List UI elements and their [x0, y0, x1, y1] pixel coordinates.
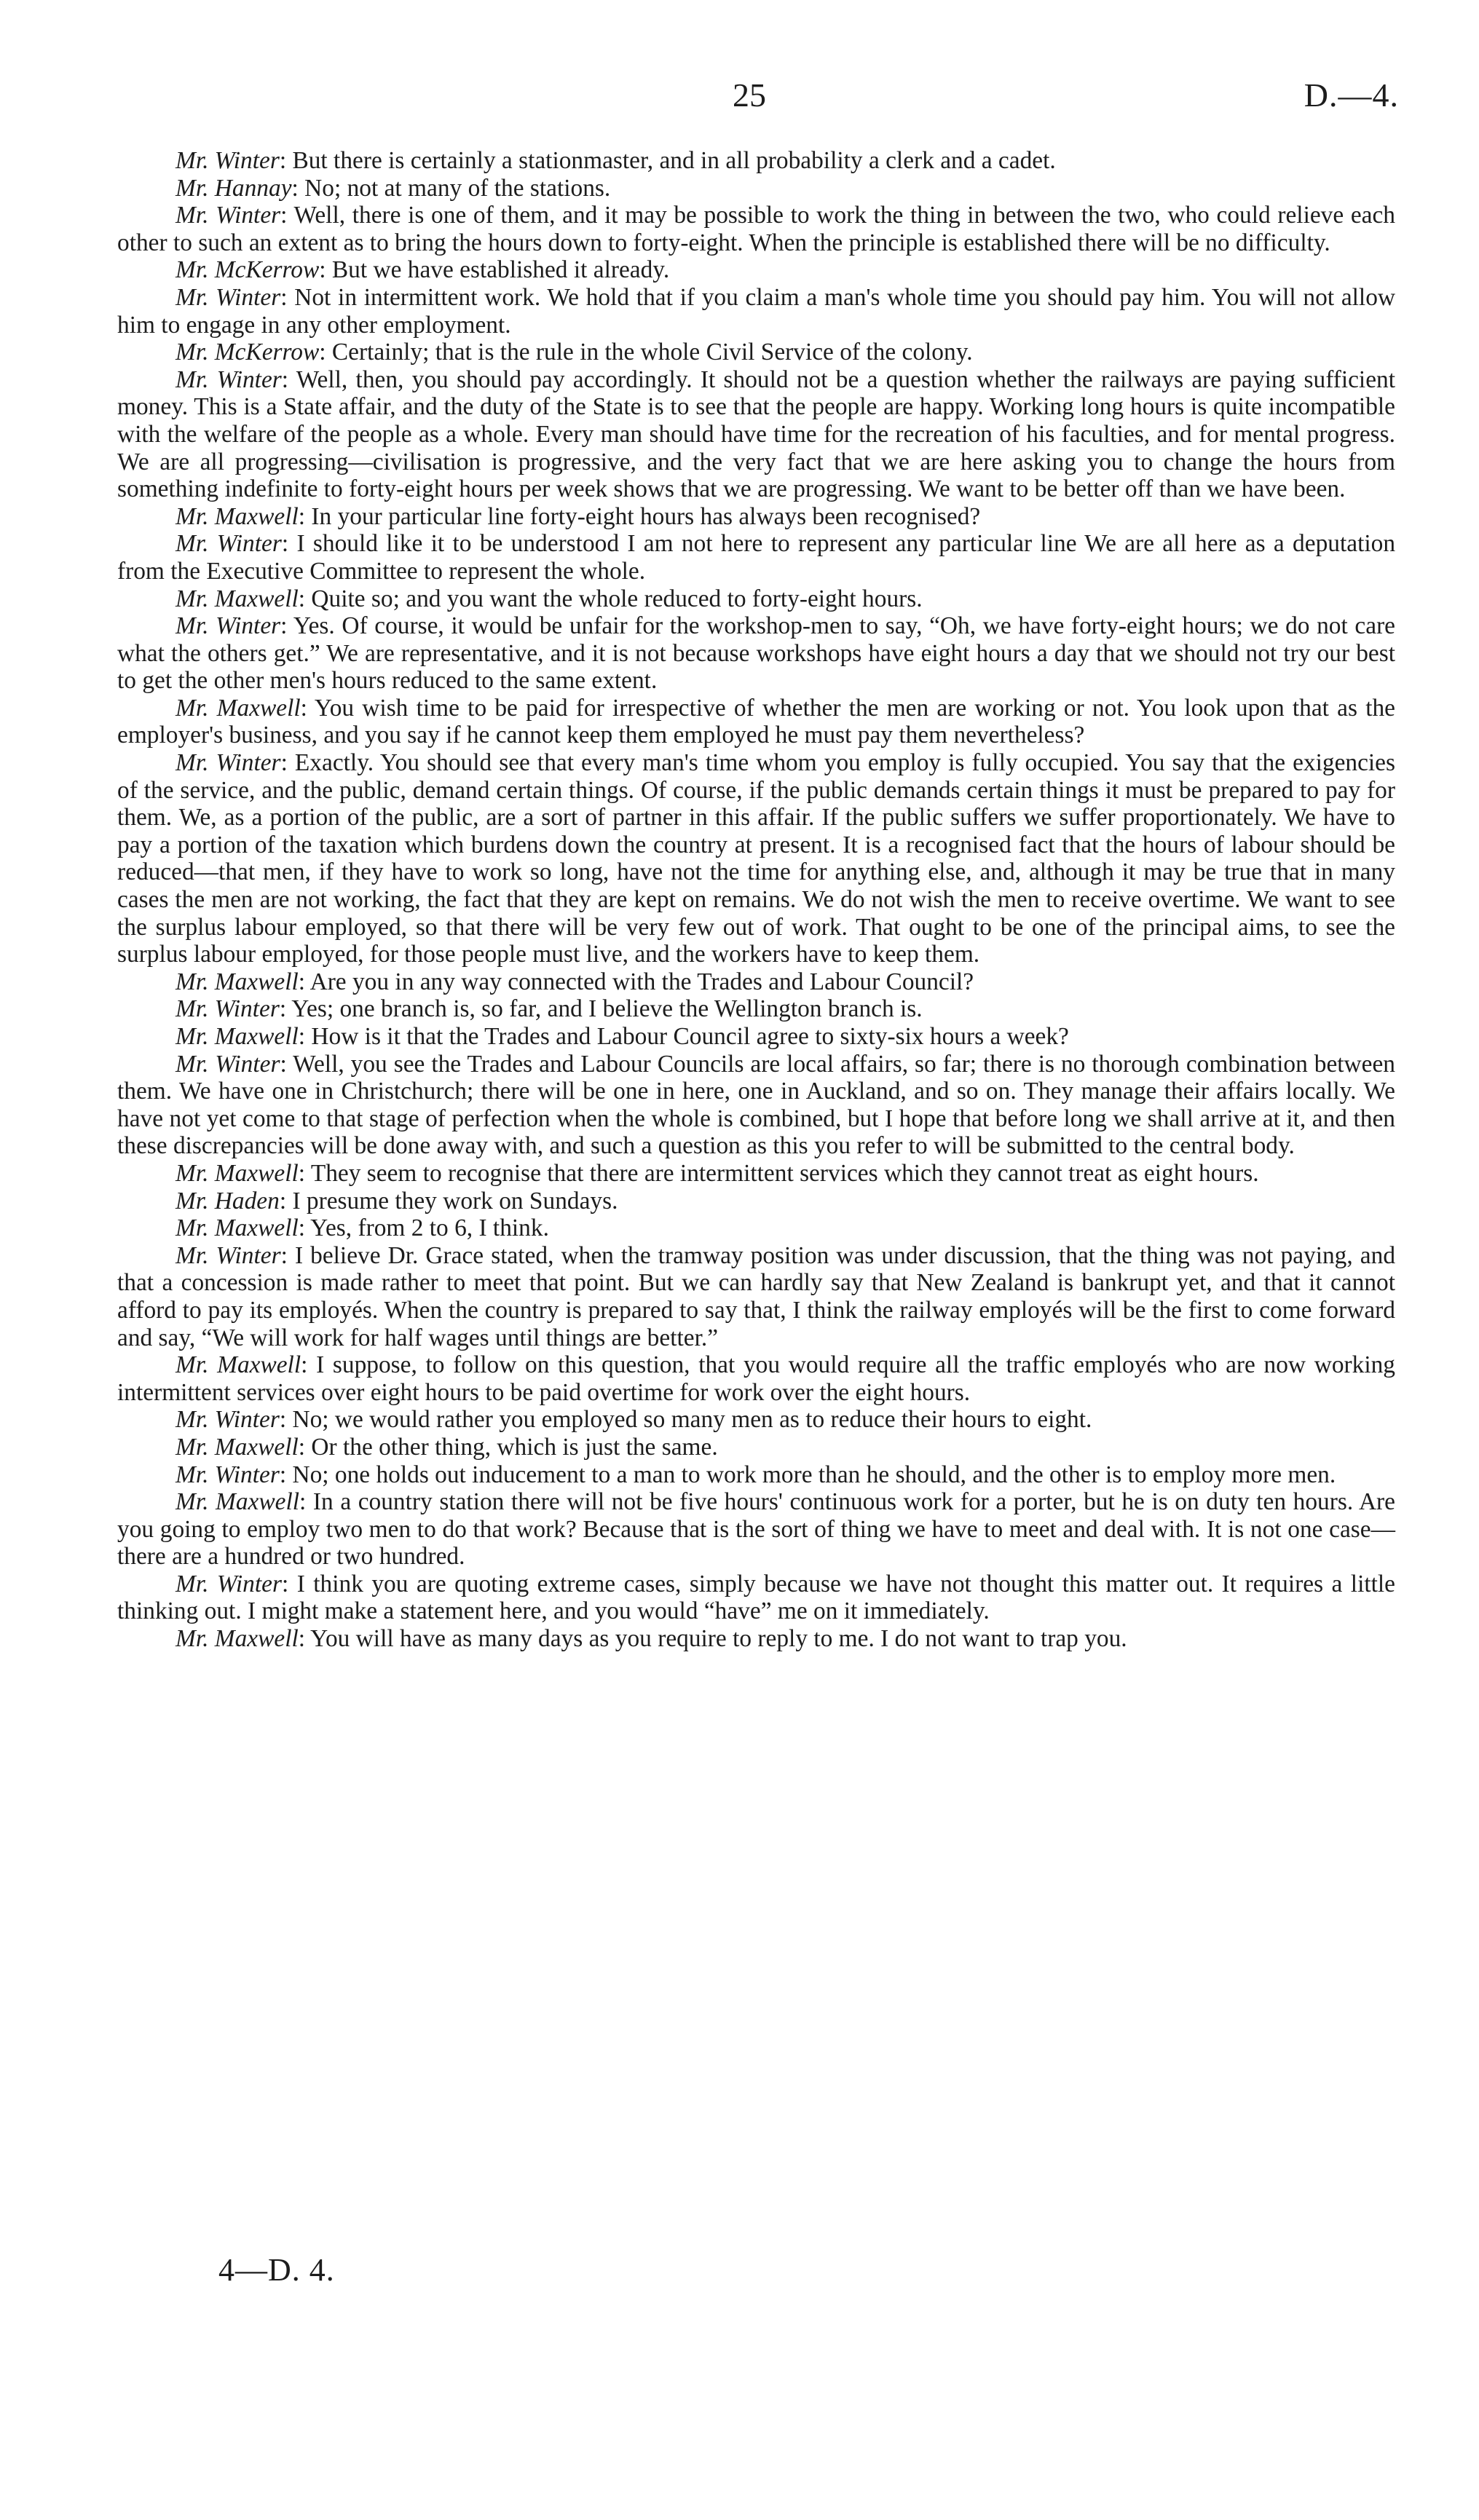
speaker-name: Mr. Maxwell	[175, 1023, 299, 1050]
speaker-separator: :	[299, 1488, 313, 1516]
speech-text: But we have established it already.	[331, 256, 670, 284]
transcript-paragraph	[117, 1051, 1395, 1160]
speaker-separator: :	[298, 1625, 311, 1653]
transcript-paragraph	[117, 202, 1395, 256]
speaker-name: Mr. Maxwell	[175, 585, 299, 612]
transcript-paragraph	[117, 1242, 1395, 1351]
speaker-name: Mr. Maxwell	[175, 1488, 300, 1516]
speech-text: Well, you see the Trades and Labour Councils are local affairs, so far; there is no thorough combination between them. We have one in Christchurch; there will be one in here, one in Auckland, and so on. They manage their affairs locally. We have not yet come to that stage of perfection when the whole is combined, but I hope that before long we shall arrive at it, and then these discrepancies will be done away with, and such a question as this you refer to will be submitted to the central body.	[117, 1050, 1395, 1160]
speech-text: No; one holds out inducement to a man to work more than he should, and the other is to employ more men.	[292, 1461, 1336, 1488]
speaker-separator: :	[279, 147, 293, 174]
speech-text: I should like it to be understood I am not here to represent any particular line We are all here as a deputation from the Executive Committee to represent the whole.	[117, 530, 1396, 585]
speaker-separator: :	[279, 1187, 293, 1214]
speaker-name: Mr. Winter	[175, 995, 280, 1023]
transcript-paragraph	[117, 1461, 1395, 1489]
sheet-signature: 4—D. 4.	[218, 2252, 335, 2288]
transcript-paragraph	[117, 1488, 1395, 1571]
transcript-paragraph	[117, 1571, 1395, 1625]
speaker-name: Mr. Maxwell	[175, 1214, 299, 1242]
speaker-separator: :	[301, 1351, 317, 1379]
speaker-separator: :	[298, 502, 312, 530]
speaker-separator: :	[280, 283, 295, 311]
transcript-paragraph	[117, 530, 1395, 585]
speech-text: In your particular line forty-eight hours has always been recognised?	[311, 502, 981, 530]
speaker-separator: :	[280, 612, 293, 640]
transcript-paragraph	[117, 1023, 1395, 1051]
speaker-name: Mr. Winter	[175, 1461, 280, 1488]
speaker-separator: :	[298, 1023, 312, 1050]
speaker-separator: :	[298, 1433, 312, 1461]
transcript-paragraph	[117, 256, 1395, 284]
speaker-name: Mr. Winter	[175, 749, 281, 777]
transcript-paragraph	[117, 968, 1395, 996]
speech-text: Are you in any way connected with the Trades and Labour Council?	[309, 968, 974, 995]
transcript-paragraph	[117, 585, 1395, 613]
speaker-name: Mr. Maxwell	[175, 694, 301, 722]
transcript-paragraph	[117, 1214, 1395, 1242]
speaker-separator: :	[280, 1241, 295, 1269]
speech-text: You wish time to be paid for irrespective of whether the men are working or not. You look upon that as the employer's business, and you say if he cannot keep them employed he must pay them nevertheless?	[117, 694, 1396, 749]
speaker-name: Mr. Winter	[175, 202, 281, 229]
speech-text: Or the other thing, which is just the same.	[311, 1433, 718, 1461]
speaker-name: Mr. McKerrow	[175, 339, 320, 366]
speech-text: Quite so; and you want the whole reduced to forty-eight hours.	[311, 585, 923, 612]
speaker-name: Mr. Haden	[175, 1187, 280, 1214]
speaker-name: Mr. Winter	[175, 1050, 280, 1078]
transcript-paragraph	[117, 1351, 1395, 1406]
speech-text: Certainly; that is the rule in the whole Civil Service of the colony.	[331, 339, 973, 366]
speaker-separator: :	[298, 1214, 311, 1242]
speaker-name: Mr. Maxwell	[175, 1159, 299, 1187]
speaker-name: Mr. Maxwell	[175, 1625, 299, 1653]
transcript-paragraph	[117, 175, 1395, 202]
speech-text: Yes, from 2 to 6, I think.	[310, 1214, 549, 1242]
speech-text: I suppose, to follow on this question, that you would require all the traffic employés who are now working intermittent services over eight hours to be paid overtime for work over the eight hours.	[117, 1351, 1396, 1406]
transcript-paragraph	[117, 1625, 1395, 1653]
speaker-name: Mr. Maxwell	[175, 968, 299, 995]
speaker-separator: :	[291, 174, 305, 202]
speaker-separator: :	[281, 530, 297, 558]
transcript-paragraph	[117, 284, 1395, 339]
speech-text: How is it that the Trades and Labour Council agree to sixty-six hours a week?	[311, 1023, 1069, 1050]
page-header	[0, 76, 1479, 119]
speech-text: No; we would rather you employed so many men as to reduce their hours to eight.	[292, 1406, 1092, 1434]
transcript-paragraph	[117, 695, 1395, 749]
speaker-separator: :	[279, 1406, 293, 1434]
speech-text: In a country station there will not be five hours' continuous work for a porter, but he is on duty ten hours. Are you going to employ two men to do that work? Because that is the sort of thing we have to meet and deal with. It is not one case—there are a hundred or two hundred.	[117, 1488, 1395, 1571]
speaker-separator: :	[281, 366, 296, 393]
speech-text: Well, there is one of them, and it may be possible to work the thing in between the two, who could relieve each other to such an extent as to bring the hours down to forty-eight. When the principle is established there will be no difficulty.	[117, 202, 1396, 256]
speaker-name: Mr. Winter	[175, 1241, 281, 1269]
transcript-paragraph	[117, 749, 1395, 968]
speech-text: But there is certainly a stationmaster, and in all probability a clerk and a cadet.	[292, 147, 1056, 174]
speaker-separator: :	[319, 339, 332, 366]
speaker-separator: :	[298, 585, 312, 612]
speaker-separator: :	[280, 1050, 293, 1078]
transcript-paragraph	[117, 366, 1395, 503]
speech-text: Yes; one branch is, so far, and I believe the Wellington branch is.	[291, 995, 923, 1023]
speech-text: I believe Dr. Grace stated, when the tramway position was under discussion, that the thing was not paying, and that a concession is made rather to meet that point. But we can hardly say that New Zealand is bankrupt yet, and that it cannot afford to pay its employés. When the country is prepared to say that, I think the railway employés will be the first to come forward and say, “We will work for half wages until things are better.”	[117, 1241, 1396, 1351]
speaker-separator: :	[279, 1461, 293, 1488]
speaker-separator: :	[298, 968, 310, 995]
speaker-name: Mr. Winter	[175, 1406, 280, 1434]
speaker-name: Mr. Winter	[175, 1570, 282, 1597]
transcript-paragraph	[117, 1160, 1395, 1188]
speech-text: No; not at many of the stations.	[304, 174, 611, 202]
speech-text: They seem to recognise that there are intermittent services which they cannot treat as eight hours.	[310, 1159, 1259, 1187]
speech-text: I think you are quoting extreme cases, simply because we have not thought this matter out. It requires a little thinking out. I might make a statement here, and you would “have” me on it immediately.	[117, 1570, 1395, 1625]
speaker-separator: :	[281, 1570, 297, 1597]
speaker-name: Mr. McKerrow	[175, 256, 320, 284]
speaker-separator: :	[298, 1159, 311, 1187]
speaker-name: Mr. Winter	[175, 366, 282, 393]
speech-text: You will have as many days as you require to reply to me. I do not want to trap you.	[310, 1625, 1127, 1653]
speaker-separator: :	[300, 694, 315, 722]
transcript-paragraph	[117, 1434, 1395, 1461]
speaker-name: Mr. Hannay	[175, 174, 292, 202]
speech-text: I presume they work on Sundays.	[292, 1187, 618, 1214]
transcript-paragraph	[117, 1406, 1395, 1434]
speaker-name: Mr. Maxwell	[175, 1351, 301, 1379]
speech-text: Yes. Of course, it would be unfair for the workshop-men to say, “Oh, we have forty-eight hours; we do not care what the others get.” We are representative, and it is not because workshops have eight hours a day that we should not try our best to get the other men's hours reduced to the same extent.	[117, 612, 1396, 695]
speaker-name: Mr. Maxwell	[175, 502, 299, 530]
transcript-paragraph	[117, 147, 1395, 175]
speaker-name: Mr. Maxwell	[175, 1433, 299, 1461]
speaker-name: Mr. Winter	[175, 530, 282, 558]
speaker-name: Mr. Winter	[175, 147, 280, 174]
speaker-separator: :	[280, 749, 295, 777]
speaker-separator: :	[319, 256, 332, 284]
transcript-paragraph	[117, 503, 1395, 531]
transcript-paragraph	[117, 612, 1395, 695]
transcript-paragraph	[117, 995, 1395, 1023]
speaker-separator: :	[279, 995, 292, 1023]
speech-text: Exactly. You should see that every man's time whom you employ is fully occupied. You say that the exigencies of the service, and the public, demand certain things. Of course, if the public demands certain things it must be prepared to pay for them. We, as a portion of the public, are a sort of partner in this affair. If the public suffers we suffer proportionately. We have to pay a portion of the taxation which burdens down the country at present. It is a recognised fact that the hours of labour should be reduced—that men, if they have to work so long, have not the time for anything else, and, although it may be true that in many cases the men are not working, the fact that they are kept on remains. We do not wish the men to receive overtime. We want to see the surplus labour employed, so that there will be very few out of work. That ought to be one of the principal aims, to see the surplus labour employed, for those people must live, and the workers have to keep them.	[117, 749, 1395, 968]
speaker-name: Mr. Winter	[175, 283, 281, 311]
speech-text: Not in intermittent work. We hold that if you claim a man's whole time you should pay him. You will not allow him to engage in any other employment.	[117, 283, 1396, 339]
document-reference: D.—4.	[1304, 76, 1399, 114]
transcript-paragraph	[117, 339, 1395, 366]
speech-text: Well, then, you should pay accordingly. It should not be a question whether the railways are paying sufficient money. This is a State affair, and the duty of the State is to see that the people are happy. Working long hours is quite incompatible with the welfare of the people as a whole. Every man should have time for the recreation of his faculties, and for mental progress. We are all progressing—civilisation is progressive, and the very fact that we are here asking you to change the hours from something indefinite to forty-eight hours per week shows that we are progressing. We want to be better off than we have been.	[117, 366, 1395, 503]
speaker-separator: :	[280, 202, 294, 229]
transcript-body	[117, 147, 1395, 1653]
speaker-name: Mr. Winter	[175, 612, 281, 640]
transcript-paragraph	[117, 1188, 1395, 1215]
page-number: 25	[733, 76, 766, 114]
